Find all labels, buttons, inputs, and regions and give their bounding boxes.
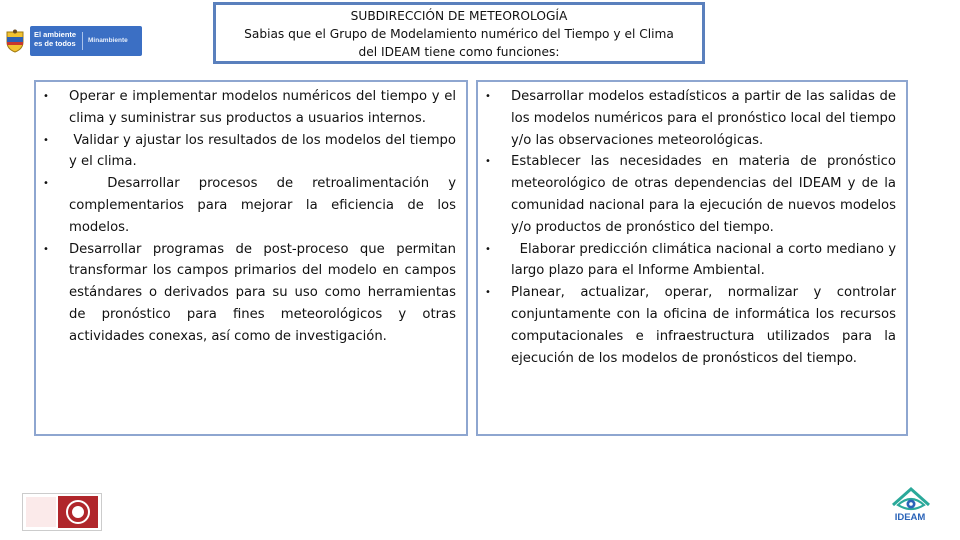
list-item-text: Desarrollar modelos estadísticos a partir de las salidas de los modelos numéricos para el pronóstico local del tiempo y/o las observaciones meteorológicas. [511,89,896,148]
bureau-veritas-logo [58,496,98,528]
right-functions-panel [476,80,908,436]
gov-logo [2,26,142,56]
bullet: • [485,287,491,299]
list-item [478,282,906,369]
title-subtitle-line2: del IDEAM tiene como funciones: [358,45,560,59]
list-item [478,86,906,151]
logo-banner [30,26,142,56]
cert-mark-icon [26,497,56,527]
right-functions-list [478,82,906,369]
list-item [478,239,906,283]
logo-ministry: Minambiente [88,37,128,44]
bullet: • [485,243,491,255]
title-box [213,2,705,64]
list-item [478,151,906,238]
list-item [36,86,466,130]
certification-logos [22,493,102,531]
ideam-logo-label: IDEAM [894,512,926,523]
bullet: • [43,178,49,190]
coat-of-arms-icon [4,29,26,53]
list-item [36,239,466,348]
list-item-text: Desarrollar programas de post-proceso que permitan transformar los campos primarios del modelo en campos estándares o derivados para su uso como herramientas de pronóstico para fines meteorológicos y otras actividades conexas, así como de investigación. [69,241,456,344]
bullet: • [43,134,49,146]
logo-slogan: El ambiente es de todos [34,30,77,48]
bullet: • [43,243,49,255]
bullet: • [485,156,491,168]
list-item [36,130,466,174]
list-item-text: Validar y ajustar los resultados de los modelos del tiempo y el clima. [69,132,461,170]
bullet: • [43,91,49,102]
list-item-text: Desarrollar procesos de retroalimentación y complementarios para mejorar la eficiencia de los modelos. [69,176,461,235]
list-item-text: Operar e implementar modelos numéricos del tiempo y el clima y suministrar sus productos a usuarios internos. [69,89,456,126]
list-item [36,173,466,238]
left-functions-panel [34,80,468,436]
bullet: • [485,91,491,102]
list-item-text: Establecer las necesidades en materia de pronóstico meteorológico de otras dependencias del IDEAM y de la comunidad nacional para la ejecución de nuevos modelos y/o productos de pronóstico del tiempo. [511,154,896,235]
list-item-text: Planear, actualizar, operar, normalizar y controlar conjuntamente con la oficina de informática los recursos computacionales e infraestructura utilizados para la ejecución de los modelos de pronósticos del tiempo. [511,285,896,366]
list-item-text: Elaborar predicción climática nacional a corto mediano y largo plazo para el Informe Ambiental. [511,241,901,279]
logo-separator [82,32,83,50]
bureau-veritas-seal-icon [58,496,98,528]
title-heading: SUBDIRECCIÓN DE METEOROLOGÍA [350,9,568,23]
left-functions-list [36,82,466,348]
title-subtitle-line1: Sabias que el Grupo de Modelamiento numérico del Tiempo y el Clima [244,27,674,41]
